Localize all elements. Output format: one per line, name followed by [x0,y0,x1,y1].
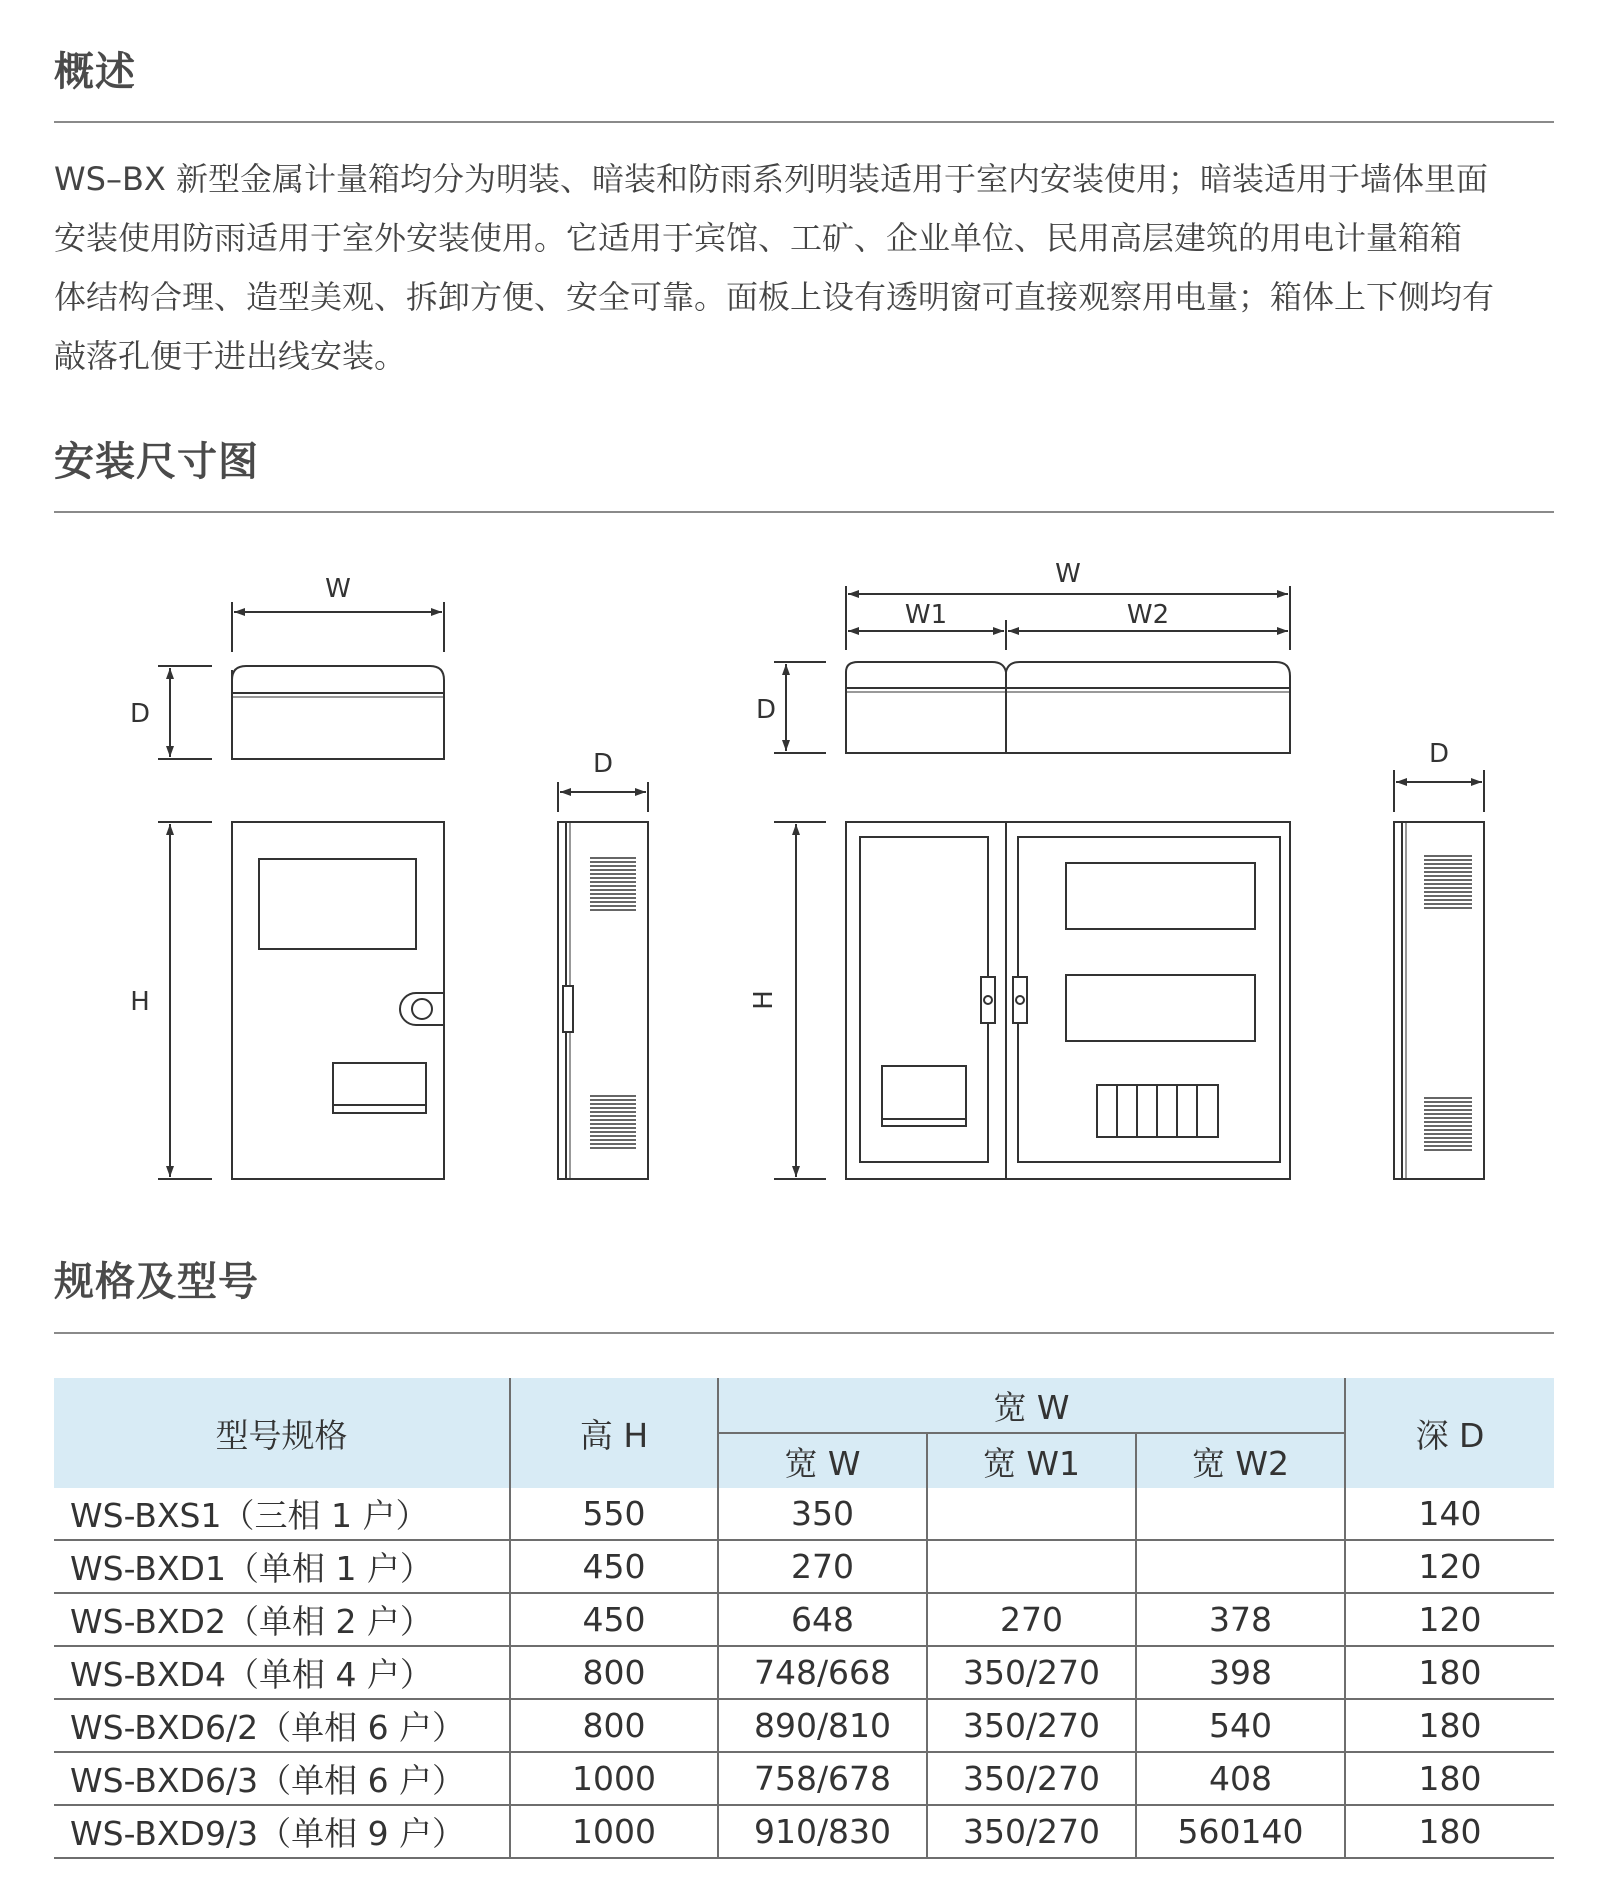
cell-width: 910/830 [718,1805,927,1858]
label-w-double: W [1055,559,1081,589]
label-d-single-top: D [129,699,151,729]
overview-line-2: 安装使用防雨适用于室外安装使用。它适用于宾馆、工矿、企业单位、民用高层建筑的用电计量箱箱 [54,219,1463,257]
cell-width: 648 [718,1593,927,1646]
spec-divider [54,1332,1554,1334]
header-depth: 深 D [1345,1378,1554,1488]
double-box-front-view [846,822,1290,1179]
cell-width2: 398 [1136,1646,1345,1699]
label-w1: W1 [904,600,948,630]
cell-width1: 350/270 [927,1752,1136,1805]
single-box-side-view [558,822,648,1179]
cell-model: WS-BXD1（单相 1 户） [54,1540,510,1593]
cell-height: 800 [510,1646,718,1699]
cell-depth: 120 [1345,1593,1554,1646]
cell-width1: 350/270 [927,1646,1136,1699]
label-h-double: H [749,990,779,1010]
label-d-double-top: D [755,695,777,725]
cell-width1: 270 [927,1593,1136,1646]
overview-line-3: 体结构合理、造型美观、拆卸方便、安全可靠。面板上设有透明窗可直接观察用电量；箱体上下侧均有 [54,278,1495,316]
overview-paragraph [54,150,1554,386]
header-width2: 宽 W2 [1136,1433,1345,1488]
label-w-single: W [325,574,351,604]
single-box-top-view [232,666,444,759]
table-row [54,1488,1554,1540]
install-title: 安装尺寸图 [54,439,259,485]
label-w2: W2 [1126,600,1170,630]
overview-line-4: 敲落孔便于进出线安装。 [54,337,407,375]
table-row [54,1540,1554,1593]
double-box-side-view [1394,822,1484,1179]
cell-model: WS-BXD2（单相 2 户） [54,1593,510,1646]
cell-width: 748/668 [718,1646,927,1699]
cell-width2 [1136,1488,1345,1540]
double-side-depth-dimension [1394,770,1484,812]
header-model: 型号规格 [54,1378,510,1488]
cell-width: 350 [718,1488,927,1540]
header-width1: 宽 W1 [927,1433,1136,1488]
cell-width2: 560140 [1136,1805,1345,1858]
label-d-double-side: D [1428,739,1450,769]
cell-width1 [927,1488,1136,1540]
label-d-single-side: D [592,749,614,779]
cell-model: WS-BXD6/3（单相 6 户） [54,1752,510,1805]
single-depth-dimension [158,666,212,759]
table-row [54,1646,1554,1699]
cell-depth: 140 [1345,1488,1554,1540]
cell-height: 1000 [510,1752,718,1805]
overview-title: 概述 [54,49,136,95]
spec-table [54,1378,1554,1859]
cell-width1: 350/270 [927,1699,1136,1752]
install-dimension-diagram [0,540,1608,1200]
cell-width: 758/678 [718,1752,927,1805]
cell-width: 270 [718,1540,927,1593]
table-row [54,1593,1554,1646]
cell-depth: 180 [1345,1646,1554,1699]
cell-width2: 408 [1136,1752,1345,1805]
cell-width: 890/810 [718,1699,927,1752]
spec-title: 规格及型号 [54,1259,259,1305]
single-width-dimension [232,602,444,652]
double-height-dimension [774,822,826,1179]
header-height: 高 H [510,1378,718,1488]
overview-divider [54,121,1554,123]
single-height-dimension [158,822,212,1179]
header-width-group: 宽 W [718,1378,1345,1433]
cell-depth: 180 [1345,1752,1554,1805]
cell-height: 1000 [510,1805,718,1858]
double-depth-dimension [774,662,826,753]
cell-model: WS-BXD4（单相 4 户） [54,1646,510,1699]
cell-model: WS-BXS1（三相 1 户） [54,1488,510,1540]
cell-width1: 350/270 [927,1805,1136,1858]
cell-width2: 540 [1136,1699,1345,1752]
single-side-depth-dimension [558,782,648,812]
cell-model: WS-BXD6/2（单相 6 户） [54,1699,510,1752]
cell-depth: 180 [1345,1699,1554,1752]
cell-width1 [927,1540,1136,1593]
table-row [54,1699,1554,1752]
label-h-single: H [130,987,150,1017]
cell-depth: 180 [1345,1805,1554,1858]
cell-height: 450 [510,1540,718,1593]
cell-width2: 378 [1136,1593,1345,1646]
table-row [54,1805,1554,1858]
overview-line-1: WS–BX 新型金属计量箱均分为明装、暗装和防雨系列明装适用于室内安装使用；暗装适用于墙体里面 [54,160,1489,198]
install-divider [54,511,1554,513]
cell-depth: 120 [1345,1540,1554,1593]
double-box-top-view [846,662,1290,753]
header-width: 宽 W [718,1433,927,1488]
cell-height: 450 [510,1593,718,1646]
cell-height: 550 [510,1488,718,1540]
table-row [54,1752,1554,1805]
cell-width2 [1136,1540,1345,1593]
single-box-front-view [232,822,444,1179]
cell-model: WS-BXD9/3（单相 9 户） [54,1805,510,1858]
cell-height: 800 [510,1699,718,1752]
